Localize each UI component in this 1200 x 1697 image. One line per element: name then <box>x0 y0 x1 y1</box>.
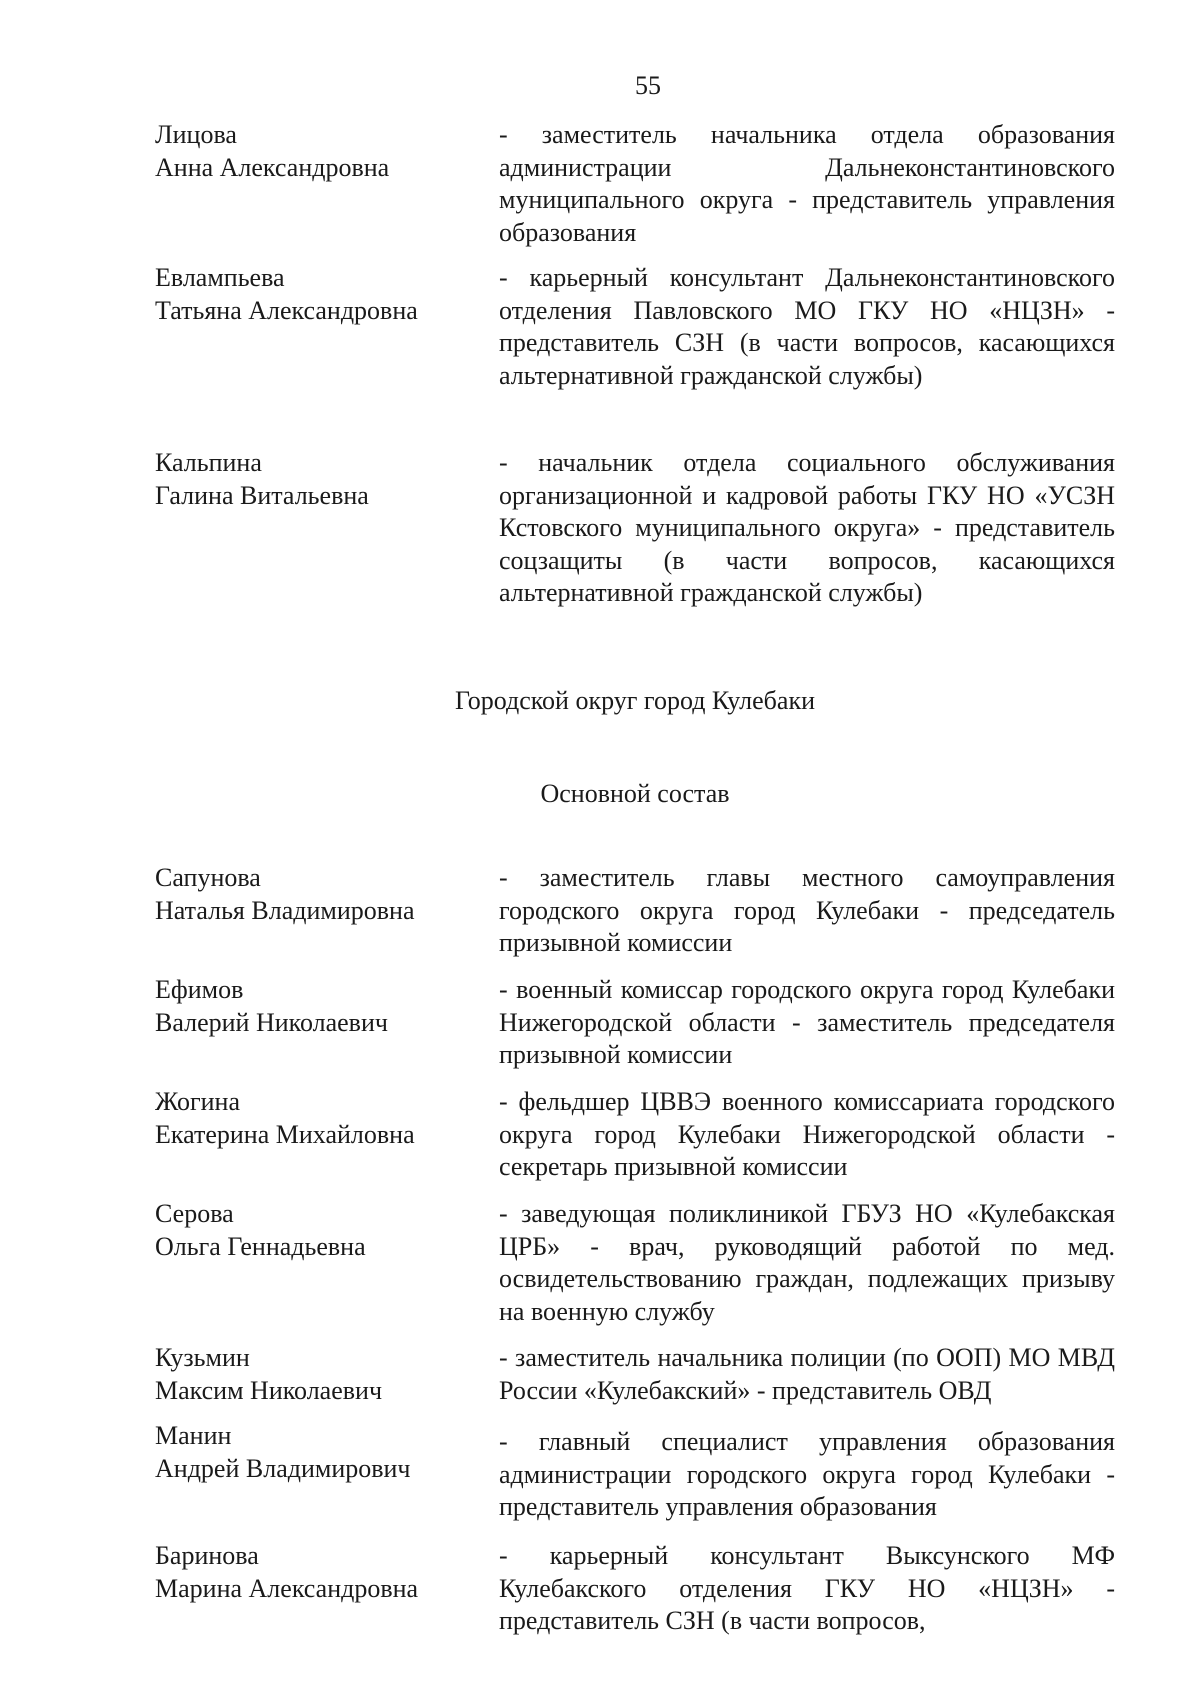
member-role: - карьерный консультант Дальнеконстантиновского отделения Павловского МО ГКУ НО «НЦЗН» - представитель СЗН (в части вопросов, касающихся альтернативной гражданской службы) <box>499 263 1115 390</box>
page-number: 55 <box>635 71 661 100</box>
member-given-names: Максим Николаевич <box>155 1375 383 1405</box>
composition-heading: Основной состав <box>540 779 730 808</box>
member-surname: Жогина <box>155 1087 241 1116</box>
member-role: - фельдшер ЦВВЭ военного комиссариата городского округа город Кулебаки Нижегородской области - секретарь призывной комиссии <box>499 1087 1115 1181</box>
member-name <box>155 1420 485 1485</box>
member-role: - заместитель начальника полиции (по ООП) МО МВД России «Кулебакский» - представитель ОВД <box>499 1343 1115 1405</box>
member-given-names: Марина Александровна <box>155 1573 419 1603</box>
member-given-names: Андрей Владимирович <box>155 1453 411 1483</box>
member-surname: Кальпина <box>155 448 262 477</box>
member-given-names: Галина Витальевна <box>155 480 369 510</box>
member-given-names: Наталья Владимировна <box>155 895 415 925</box>
member-given-names: Екатерина Михайловна <box>155 1119 415 1149</box>
member-role: - карьерный консультант Выксунского МФ Кулебакского отделения ГКУ НО «НЦЗН» - представитель СЗН (в части вопросов, <box>499 1541 1115 1635</box>
member-role: - начальник отдела социального обслуживания организационной и кадровой работы ГКУ НО «УСЗН Кстовского муниципального округа» - представитель соцзащиты (в части вопросов, касающихся альтернативной гражданской службы) <box>499 448 1115 607</box>
member-surname: Баринова <box>155 1541 259 1570</box>
district-heading: Городской округ город Кулебаки <box>454 686 815 715</box>
member-name <box>155 447 485 512</box>
member-name <box>155 262 485 327</box>
member-surname: Кузьмин <box>155 1343 250 1372</box>
member-role: - заместитель начальника отдела образования администрации Дальнеконстантиновского муниципального округа - представитель управления образования <box>499 120 1115 247</box>
member-given-names: Татьяна Александровна <box>155 295 418 325</box>
member-name <box>155 862 485 927</box>
member-name <box>155 974 485 1039</box>
member-given-names: Валерий Николаевич <box>155 1007 388 1037</box>
member-role: - заведующая поликлиникой ГБУЗ НО «Кулебакская ЦРБ» - врач, руководящий работой по мед. освидетельствованию граждан, подлежащих призыву на военную службу <box>499 1199 1115 1326</box>
member-surname: Ефимов <box>155 975 244 1004</box>
member-name <box>155 1342 485 1407</box>
member-surname: Сапунова <box>155 863 261 892</box>
member-name <box>155 1198 485 1263</box>
member-name <box>155 119 485 184</box>
member-surname: Лицова <box>155 120 237 149</box>
member-role: - военный комиссар городского округа город Кулебаки Нижегородской области - заместитель председателя призывной комиссии <box>499 975 1115 1069</box>
member-role: - заместитель главы местного самоуправления городского округа город Кулебаки - председатель призывной комиссии <box>499 863 1115 957</box>
member-role: - главный специалист управления образования администрации городского округа город Кулебаки - представитель управления образования <box>499 1427 1115 1521</box>
member-surname: Евлампьева <box>155 263 285 292</box>
member-name <box>155 1540 485 1605</box>
member-surname: Манин <box>155 1421 232 1450</box>
member-given-names: Анна Александровна <box>155 152 390 182</box>
member-given-names: Ольга Геннадьевна <box>155 1231 366 1261</box>
member-name <box>155 1086 485 1151</box>
member-surname: Серова <box>155 1199 234 1228</box>
